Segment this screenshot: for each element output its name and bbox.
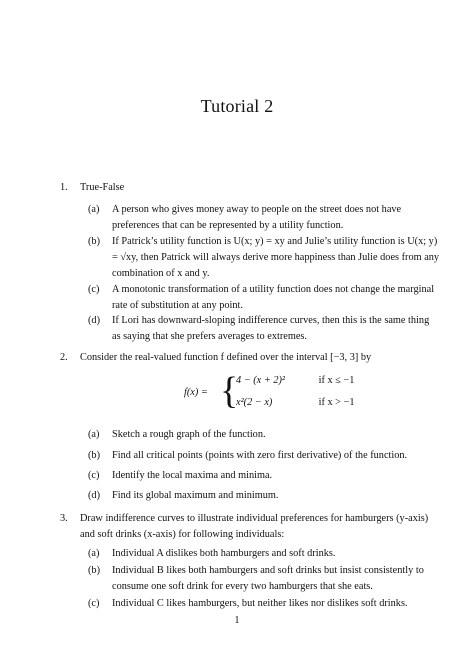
question-number: 3.	[60, 513, 68, 524]
question-title: True-False	[80, 182, 125, 193]
case-1-condition: if x ≤ −1	[318, 375, 355, 386]
function-case-2	[236, 397, 355, 408]
page-number: 1	[234, 615, 240, 626]
item-text: Identify the local maxima and minima.	[112, 470, 273, 481]
question-1-item-a	[88, 202, 440, 234]
item-text: Individual A dislikes both hamburgers and soft drinks.	[112, 548, 336, 559]
case-2-condition: if x > −1	[318, 397, 355, 408]
function-lhs: f(x) =	[184, 387, 208, 398]
question-1-item-b	[88, 234, 440, 282]
item-text: Individual C likes hamburgers, but neither likes nor dislikes soft drinks.	[112, 598, 408, 609]
question-2	[60, 350, 440, 366]
item-text: Find all critical points (points with zero first derivative) of the function.	[112, 450, 408, 461]
question-1	[60, 180, 440, 196]
question-number: 1.	[60, 182, 68, 193]
item-label: (d)	[88, 490, 101, 501]
item-text: Sketch a rough graph of the function.	[112, 429, 266, 440]
question-2-item-c	[88, 468, 440, 484]
item-label: (b)	[88, 565, 101, 576]
question-1-item-d	[88, 313, 440, 345]
question-3-item-c	[88, 596, 440, 612]
item-label: (a)	[88, 204, 100, 215]
question-3-item-b	[88, 563, 440, 595]
document-title: Tutorial 2	[200, 96, 274, 116]
item-label: (c)	[88, 470, 100, 481]
item-label: (c)	[88, 284, 100, 295]
question-2-item-a	[88, 427, 440, 443]
question-intro: Draw indifference curves to illustrate individual preferences for hamburgers (y-axis) and soft drinks (x-axis) for following individuals:	[80, 513, 429, 540]
question-2-item-b	[88, 448, 440, 464]
piecewise-function	[168, 370, 388, 417]
case-1-expression: 4 − (x + 2)²	[236, 375, 286, 386]
question-3	[60, 511, 440, 543]
item-label: (a)	[88, 429, 100, 440]
item-text: Find its global maximum and minimum.	[112, 490, 279, 501]
question-intro: Consider the real-valued function f defined over the interval [−3, 3] by	[80, 352, 372, 363]
item-text: Individual B likes both hamburgers and soft drinks but insist consistently to consume one soft drink for every two hamburgers that she eats.	[112, 565, 424, 592]
left-brace: {	[220, 370, 239, 412]
item-label: (b)	[88, 236, 101, 247]
function-case-1	[236, 375, 354, 386]
question-1-item-c	[88, 282, 440, 314]
item-text: A person who gives money away to people on the street does not have preferences that can be represented by a utility function.	[112, 204, 402, 231]
item-label: (c)	[88, 598, 100, 609]
case-2-expression: x²(2 − x)	[236, 397, 273, 408]
question-2-item-d	[88, 488, 440, 504]
item-label: (d)	[88, 315, 101, 326]
item-text: If Lori has downward-sloping indifference curves, then this is the same thing as saying that she prefers averages to extremes.	[112, 315, 430, 342]
item-label: (a)	[88, 548, 100, 559]
item-label: (b)	[88, 450, 101, 461]
item-text: A monotonic transformation of a utility function does not change the marginal rate of substitution at any point.	[112, 284, 435, 311]
question-number: 2.	[60, 352, 68, 363]
question-3-item-a	[88, 546, 440, 562]
item-text: If Patrick’s utility function is U(x; y) = xy and Julie’s utility function is U(x; y) = √xy, then Patrick will always derive more happiness than Julie does from any combination of x and y.	[112, 236, 440, 279]
